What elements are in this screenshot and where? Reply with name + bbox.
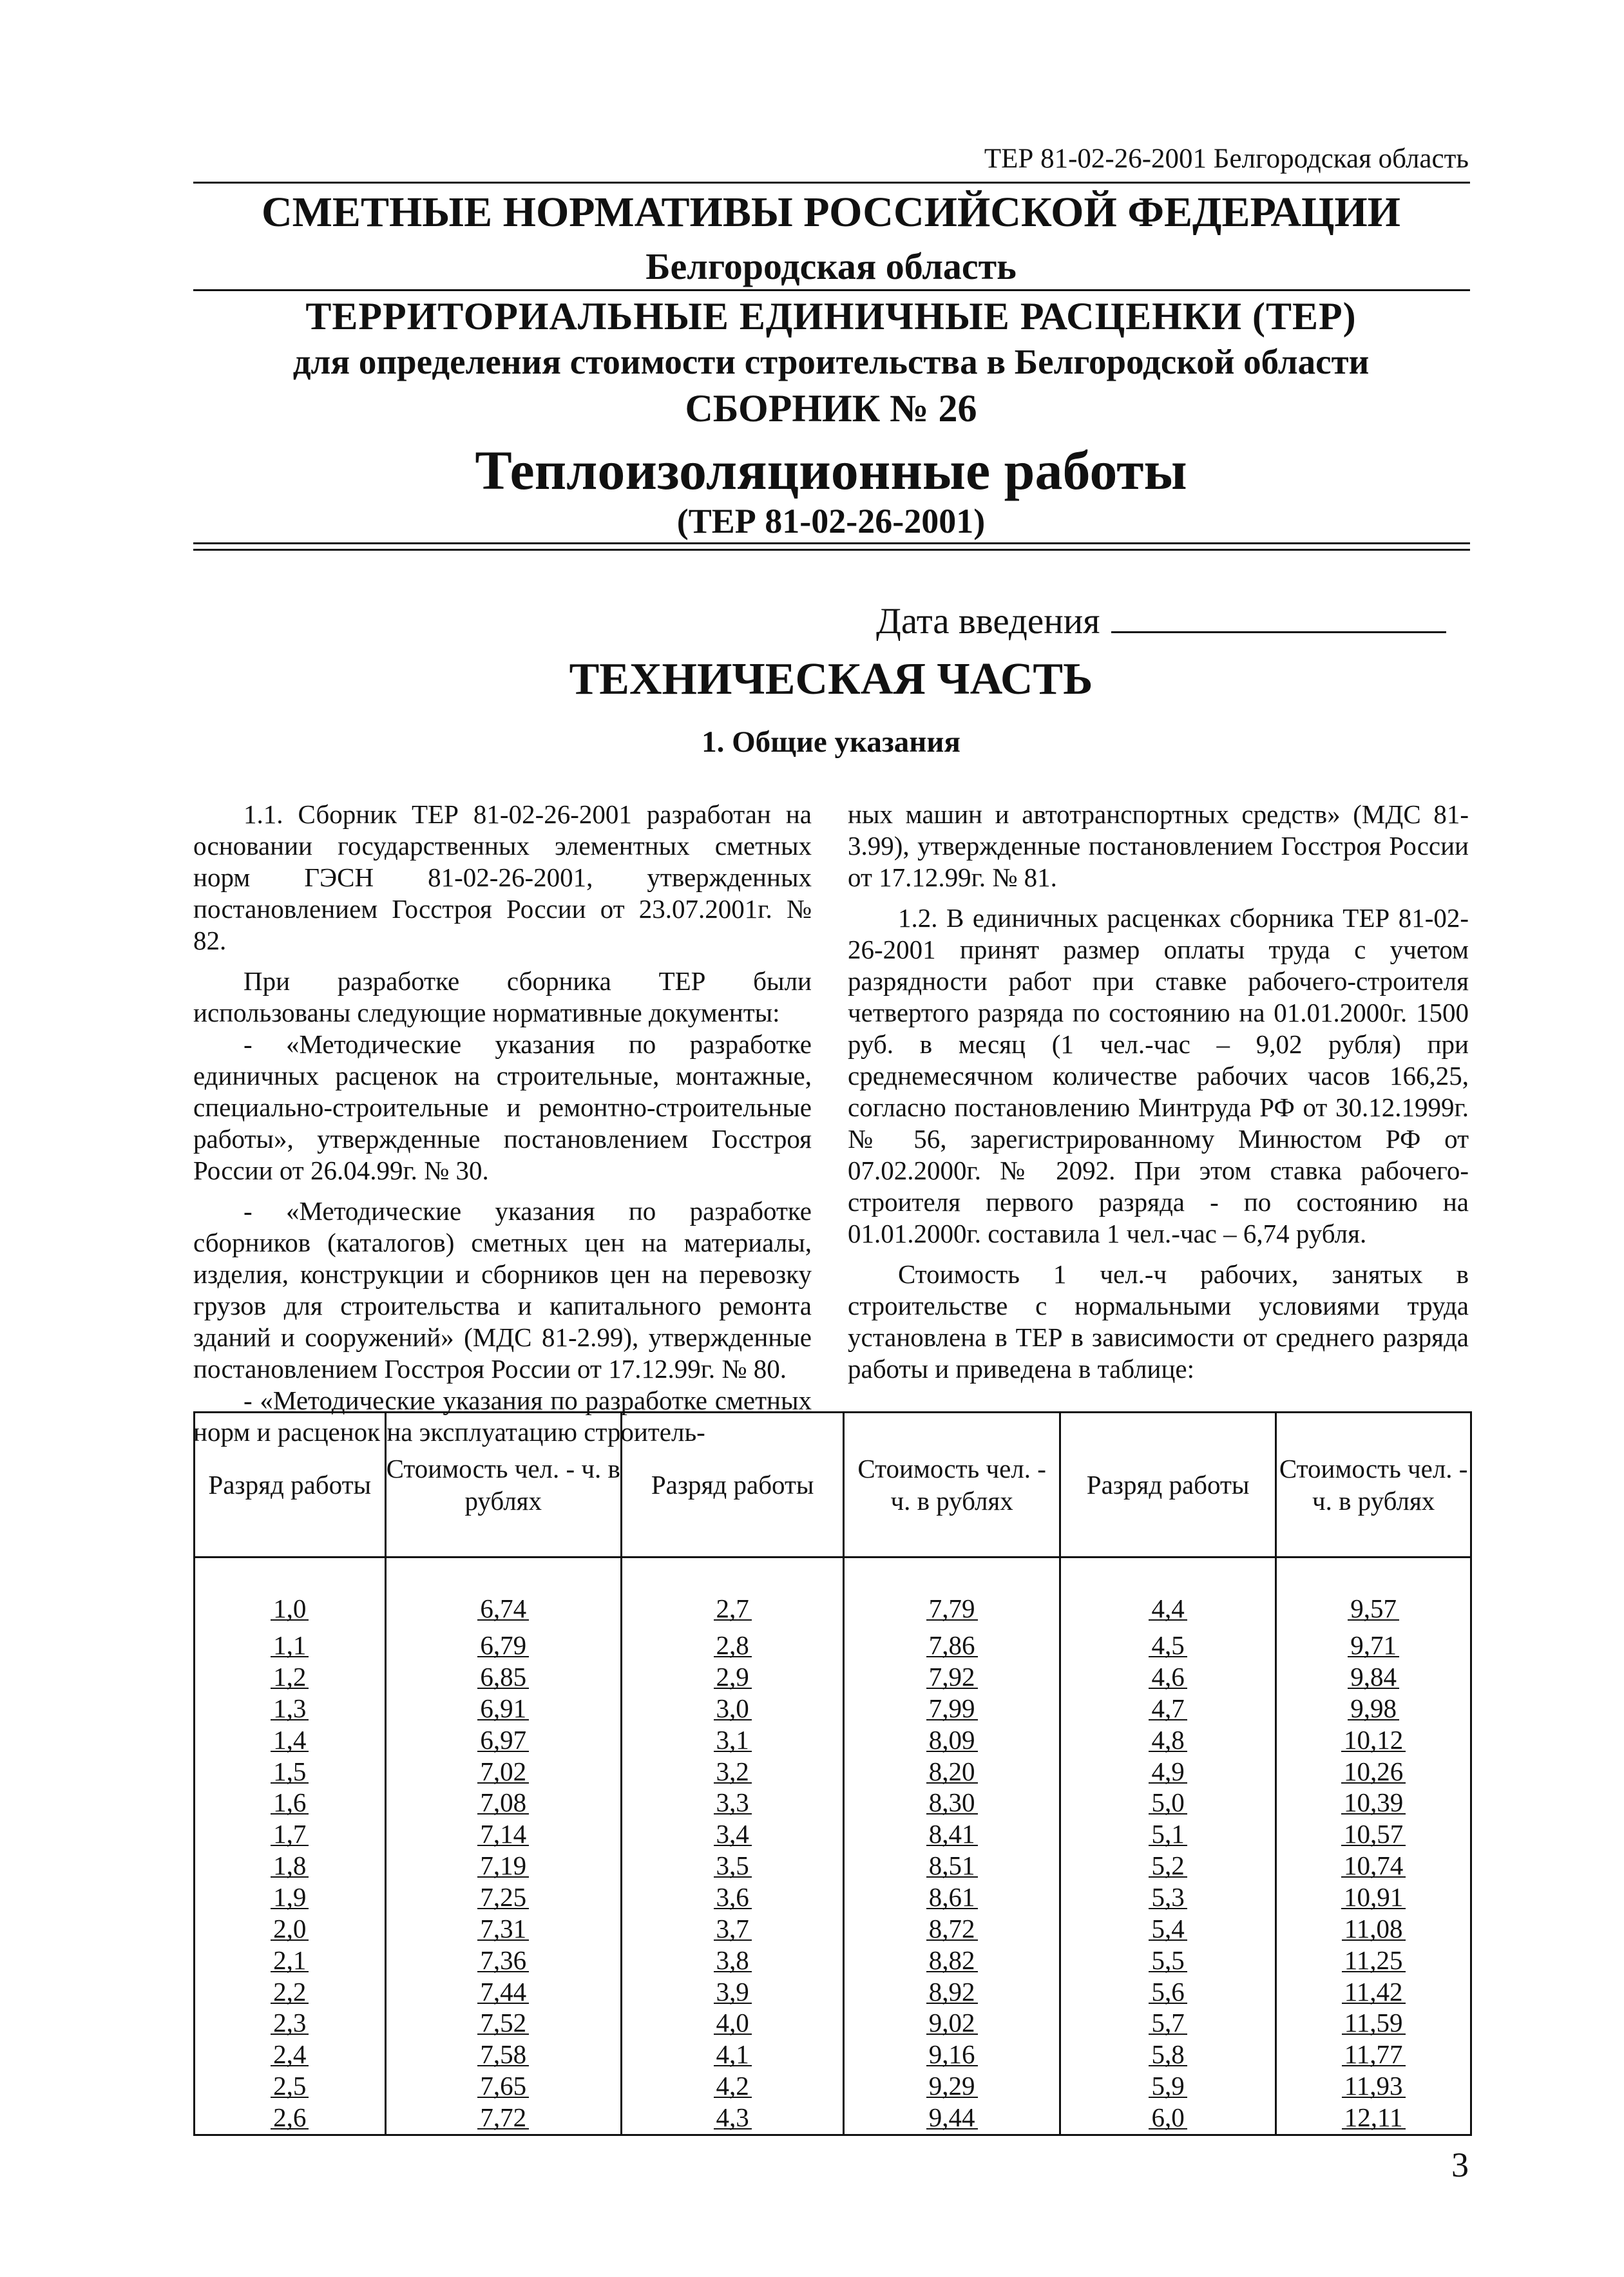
- title-double-rule-bottom: [193, 549, 1470, 551]
- cost-cell: [1276, 2071, 1471, 2102]
- date-blank-line: [1111, 599, 1446, 633]
- cost-cell: [1276, 1630, 1471, 1662]
- heading-main: СМЕТНЫЕ НОРМАТИВЫ РОССИЙСКОЙ ФЕДЕРАЦИИ: [261, 189, 1401, 236]
- cell-value: 10,26: [1341, 1760, 1406, 1784]
- cell-value: 5,1: [1149, 1823, 1187, 1846]
- cost-cell: [385, 1662, 621, 1693]
- cell-value: 9,29: [926, 2075, 978, 2098]
- grade-cell: [195, 2071, 386, 2102]
- cell-value: 6,97: [477, 1729, 529, 1752]
- cost-cell: [844, 1630, 1060, 1662]
- grade-cell: [1060, 2039, 1275, 2071]
- cell-value: 4,9: [1149, 1760, 1187, 1784]
- cost-cell: [1276, 1724, 1471, 1756]
- cost-cell: [385, 2102, 621, 2135]
- list-item: - «Методические указания по разработке единичных расценок на строительные, монтажные, специально-строительные и ремонтно-строительные работы», утвержденные постановлением Госстроя России от 26.04.99г. № 30.: [193, 1029, 812, 1185]
- header-cost: Стоимость чел. - ч. в рублях: [385, 1413, 621, 1558]
- cost-cell: [385, 1945, 621, 1976]
- cell-value: 7,79: [926, 1597, 978, 1621]
- cell-value: 3,2: [714, 1760, 752, 1784]
- table-row: [195, 1693, 1471, 1724]
- cell-value: 7,08: [477, 1791, 529, 1815]
- cell-value: 1,1: [271, 1634, 309, 1657]
- table-row: [195, 1945, 1471, 1976]
- cost-cell: [844, 1787, 1060, 1819]
- grade-cell: [195, 1693, 386, 1724]
- cost-cell: [844, 2071, 1060, 2102]
- cell-value: 5,5: [1149, 1949, 1187, 1972]
- cost-cell: [844, 1976, 1060, 2008]
- cell-value: 8,92: [926, 1981, 978, 2004]
- cell-value: 4,4: [1149, 1597, 1187, 1621]
- cell-value: 2,7: [714, 1597, 752, 1621]
- grade-cell: [195, 1756, 386, 1787]
- grade-cell: [1060, 2102, 1275, 2135]
- cost-cell: [1276, 2102, 1471, 2135]
- table-row: [195, 1819, 1471, 1851]
- table-row: [195, 1787, 1471, 1819]
- cell-value: 3,8: [714, 1949, 752, 1972]
- grade-cell: [621, 1976, 843, 2008]
- cost-cell: [844, 1882, 1060, 1914]
- table-row: [195, 2008, 1471, 2039]
- cost-cell: [385, 1630, 621, 1662]
- cost-cell: [844, 1724, 1060, 1756]
- cell-value: 5,2: [1149, 1854, 1187, 1878]
- cell-value: 11,42: [1342, 1981, 1406, 2004]
- cost-cell: [385, 2071, 621, 2102]
- cell-value: 6,91: [477, 1697, 529, 1720]
- heading-region: Белгородская область: [645, 245, 1017, 287]
- cell-value: 9,71: [1348, 1634, 1399, 1657]
- cell-value: 5,9: [1149, 2075, 1187, 2098]
- cell-value: 3,6: [714, 1886, 752, 1909]
- cell-value: 4,6: [1149, 1666, 1187, 1689]
- cell-value: 2,1: [271, 1949, 309, 1972]
- cell-value: 7,31: [477, 1918, 529, 1941]
- grade-cell: [195, 1976, 386, 2008]
- grade-cell: [1060, 1724, 1275, 1756]
- cell-value: 11,93: [1342, 2075, 1406, 2098]
- grade-cell: [1060, 1913, 1275, 1945]
- cell-value: 11,08: [1342, 1918, 1406, 1941]
- cell-value: 3,7: [714, 1918, 752, 1941]
- cell-value: 7,36: [477, 1949, 529, 1972]
- cell-value: 12,11: [1342, 2106, 1406, 2129]
- cost-cell: [1276, 1851, 1471, 1882]
- cost-cell: [1276, 1819, 1471, 1851]
- grade-cell: [621, 2071, 843, 2102]
- cell-value: 8,61: [926, 1886, 978, 1909]
- cost-cell: [385, 1693, 621, 1724]
- right-column: [848, 799, 1469, 1385]
- cost-cell: [1276, 1976, 1471, 2008]
- cell-value: 7,65: [477, 2075, 529, 2098]
- grade-cell: [1060, 2008, 1275, 2039]
- cost-cell: [844, 1851, 1060, 1882]
- cell-value: 2,6: [271, 2106, 309, 2129]
- list-item: - «Методические указания по разработке сметных норм и расценок на эксплуатацию строитель-: [193, 1386, 812, 1447]
- cell-value: 7,72: [477, 2106, 529, 2129]
- cell-value: 6,74: [477, 1597, 529, 1621]
- cost-cell: [1276, 1662, 1471, 1693]
- table-header-row: [195, 1413, 1471, 1558]
- cell-value: 4,2: [714, 2075, 752, 2098]
- cell-value: 4,1: [714, 2043, 752, 2066]
- cell-value: 9,44: [926, 2106, 978, 2129]
- cost-cell: [385, 1913, 621, 1945]
- cost-cell: [1276, 1913, 1471, 1945]
- grade-cell: [621, 1851, 843, 1882]
- cost-cell: [844, 2008, 1060, 2039]
- grade-cell: [1060, 1693, 1275, 1724]
- cost-cell: [385, 1756, 621, 1787]
- grade-cell: [195, 2008, 386, 2039]
- grade-cell: [621, 1630, 843, 1662]
- cell-value: 6,79: [477, 1634, 529, 1657]
- cost-cell: [385, 2008, 621, 2039]
- cost-cell: [844, 1913, 1060, 1945]
- header-grade: Разряд работы: [1060, 1413, 1275, 1558]
- cell-value: 10,57: [1341, 1823, 1406, 1846]
- grade-cell: [195, 1787, 386, 1819]
- list-item: - «Методические указания по разработке сборников (каталогов) сметных цен на материалы, изделия, конструкции и сборников цен на перевозку грузов для строительства и капитального ремонта зданий и сооружений» (МДС 81-2.99), утвержденные постановлением Госстроя России от 17.12.99г. № 80.: [193, 1196, 812, 1384]
- cost-cell: [844, 1662, 1060, 1693]
- cell-value: 3,9: [714, 1981, 752, 2004]
- table-row: [195, 1558, 1471, 1630]
- cell-value: 1,9: [271, 1886, 309, 1909]
- grade-cell: [1060, 2071, 1275, 2102]
- cell-value: 7,86: [926, 1634, 978, 1657]
- subsection-title: 1. Общие указания: [702, 725, 960, 759]
- paragraph: 1.2. В единичных расценках сборника ТЕР 81-02-26-2001 принят размер оплаты труда с учетом разрядности работ при ставке рабочего-строителя четвертого разряда по состоянию на 01.01.2000г. 1500 руб. в месяц (1 чел.-час – 9,02 рубля) при среднемесячном количестве рабочих часов 166,25, согласно постановлению Минтруда РФ от 30.12.1999г. № 56, зарегистрированному Минюстом РФ от 07.02.2000г. № 2092. При этом ставка рабочего-строителя первого разряда - по состоянию на 01.01.2000г. составила 1 чел.-час – 6,74 рубля.: [848, 903, 1469, 1248]
- table-row: [195, 1630, 1471, 1662]
- cost-cell: [1276, 1558, 1471, 1630]
- cell-value: 1,6: [271, 1791, 309, 1815]
- cell-value: 7,19: [477, 1854, 529, 1878]
- table-row: [195, 1882, 1471, 1914]
- cell-value: 9,16: [926, 2043, 978, 2066]
- paragraph: ных машин и автотранспортных средств» (МДС 81-3.99), утвержденные постановлением Госстроя России от 17.12.99г. № 81.: [848, 799, 1469, 892]
- table-row: [195, 1976, 1471, 2008]
- cell-value: 7,99: [926, 1697, 978, 1720]
- header-grade: Разряд работы: [621, 1413, 843, 1558]
- cell-value: 2,3: [271, 2012, 309, 2035]
- cell-value: 11,77: [1342, 2043, 1406, 2066]
- cost-cell: [844, 1558, 1060, 1630]
- table-row: [195, 1913, 1471, 1945]
- cell-value: 10,12: [1341, 1729, 1406, 1752]
- cost-cell: [1276, 2039, 1471, 2071]
- cost-cell: [385, 2039, 621, 2071]
- grade-cell: [1060, 1851, 1275, 1882]
- cost-cell: [844, 2102, 1060, 2135]
- grade-cell: [195, 1662, 386, 1693]
- cell-value: 5,0: [1149, 1791, 1187, 1815]
- table-row: [195, 1662, 1471, 1693]
- region-rule: [193, 289, 1470, 291]
- cell-value: 5,6: [1149, 1981, 1187, 2004]
- page-number: 3: [1451, 2146, 1469, 2184]
- table-row: [195, 2071, 1471, 2102]
- grade-cell: [1060, 1819, 1275, 1851]
- grade-cell: [1060, 1756, 1275, 1787]
- cost-cell: [385, 1851, 621, 1882]
- grade-cell: [195, 1882, 386, 1914]
- cell-value: 3,4: [714, 1823, 752, 1846]
- grade-cell: [621, 2102, 843, 2135]
- cell-value: 3,5: [714, 1854, 752, 1878]
- cell-value: 8,72: [926, 1918, 978, 1941]
- cell-value: 2,4: [271, 2043, 309, 2066]
- cost-cell: [385, 1976, 621, 2008]
- cost-cell: [385, 1724, 621, 1756]
- cell-value: 1,0: [271, 1597, 309, 1621]
- cell-value: 7,44: [477, 1981, 529, 2004]
- cost-cell: [385, 1558, 621, 1630]
- cell-value: 7,92: [926, 1666, 978, 1689]
- cell-value: 10,39: [1341, 1791, 1406, 1815]
- cell-value: 10,74: [1341, 1854, 1406, 1878]
- grade-cell: [195, 1851, 386, 1882]
- heading-collection: СБОРНИК № 26: [685, 387, 977, 430]
- date-of-introduction: [876, 599, 1456, 642]
- grade-cell: [195, 2039, 386, 2071]
- grade-cell: [195, 1630, 386, 1662]
- cell-value: 9,84: [1348, 1666, 1399, 1689]
- cost-cell: [385, 1787, 621, 1819]
- cell-value: 9,02: [926, 2012, 978, 2035]
- grade-cell: [621, 1787, 843, 1819]
- cell-value: 8,30: [926, 1791, 978, 1815]
- cell-value: 2,2: [271, 1981, 309, 2004]
- table-row: [195, 1756, 1471, 1787]
- cost-cell: [844, 1945, 1060, 1976]
- cell-value: 3,1: [714, 1729, 752, 1752]
- cell-value: 8,51: [926, 1854, 978, 1878]
- grade-cell: [621, 2008, 843, 2039]
- cell-value: 2,8: [714, 1634, 752, 1657]
- header-rule: [193, 182, 1470, 184]
- cell-value: 1,8: [271, 1854, 309, 1878]
- running-header: ТЕР 81-02-26-2001 Белгородская область: [984, 144, 1469, 174]
- document-code: (ТЕР 81-02-26-2001): [676, 502, 986, 540]
- cell-value: 7,02: [477, 1760, 529, 1784]
- cell-value: 7,25: [477, 1886, 529, 1909]
- cell-value: 5,8: [1149, 2043, 1187, 2066]
- grade-cell: [195, 1819, 386, 1851]
- cell-value: 1,4: [271, 1729, 309, 1752]
- cost-cell: [385, 1882, 621, 1914]
- grade-cell: [621, 1693, 843, 1724]
- cell-value: 3,3: [714, 1791, 752, 1815]
- heading-purpose: для определения стоимости строительства в Белгородской области: [292, 342, 1370, 381]
- header-cost: Стоимость чел. - ч. в рублях: [844, 1413, 1060, 1558]
- cell-value: 8,20: [926, 1760, 978, 1784]
- cell-value: 4,5: [1149, 1634, 1187, 1657]
- cell-value: 8,82: [926, 1949, 978, 1972]
- cell-value: 5,7: [1149, 2012, 1187, 2035]
- grade-cell: [195, 2102, 386, 2135]
- table-row: [195, 2102, 1471, 2135]
- paragraph: При разработке сборника ТЕР были использованы следующие нормативные документы:: [193, 966, 812, 1027]
- cost-cell: [385, 1819, 621, 1851]
- cell-value: 4,8: [1149, 1729, 1187, 1752]
- grade-cell: [621, 1913, 843, 1945]
- grade-cell: [195, 1724, 386, 1756]
- heading-ter: ТЕРРИТОРИАЛЬНЫЕ ЕДИНИЧНЫЕ РАСЦЕНКИ (ТЕР): [305, 295, 1357, 338]
- grade-cell: [621, 1756, 843, 1787]
- paragraph: Стоимость 1 чел.-ч рабочих, занятых в строительстве с нормальными условиями труда установлена в ТЕР в зависимости от среднего разряда работы и приведена в таблице:: [848, 1259, 1469, 1384]
- cell-value: 1,5: [271, 1760, 309, 1784]
- grade-cell: [1060, 1787, 1275, 1819]
- date-label: Дата введения: [876, 601, 1100, 642]
- header-grade: Разряд работы: [195, 1413, 386, 1558]
- table-row: [195, 1724, 1471, 1756]
- cell-value: 1,7: [271, 1823, 309, 1846]
- cost-cell: [1276, 1787, 1471, 1819]
- grade-cell: [621, 1819, 843, 1851]
- cell-value: 9,57: [1348, 1597, 1399, 1621]
- cell-value: 7,14: [477, 1823, 529, 1846]
- grade-cell: [621, 1558, 843, 1630]
- cost-cell: [1276, 2008, 1471, 2039]
- cell-value: 4,0: [714, 2012, 752, 2035]
- grade-cell: [621, 1882, 843, 1914]
- cost-cell: [1276, 1693, 1471, 1724]
- grade-cell: [195, 1945, 386, 1976]
- cell-value: 9,98: [1348, 1697, 1399, 1720]
- grade-cell: [195, 1913, 386, 1945]
- cell-value: 4,7: [1149, 1697, 1187, 1720]
- cell-value: 6,85: [477, 1666, 529, 1689]
- cost-cell: [1276, 1945, 1471, 1976]
- cell-value: 11,25: [1342, 1949, 1406, 1972]
- cell-value: 7,52: [477, 2012, 529, 2035]
- header-cost: Стоимость чел. - ч. в рублях: [1276, 1413, 1471, 1558]
- cost-cell: [1276, 1882, 1471, 1914]
- grade-cell: [621, 1945, 843, 1976]
- cell-value: 8,09: [926, 1729, 978, 1752]
- table-row: [195, 2039, 1471, 2071]
- grade-cell: [1060, 1662, 1275, 1693]
- grade-cell: [621, 2039, 843, 2071]
- cost-cell: [844, 1756, 1060, 1787]
- cell-value: 1,3: [271, 1697, 309, 1720]
- cost-cell: [1276, 1756, 1471, 1787]
- cell-value: 5,4: [1149, 1918, 1187, 1941]
- grade-cell: [1060, 1945, 1275, 1976]
- cost-cell: [844, 1693, 1060, 1724]
- grade-cell: [621, 1724, 843, 1756]
- cell-value: 5,3: [1149, 1886, 1187, 1909]
- cell-value: 10,91: [1341, 1886, 1406, 1909]
- cell-value: 11,59: [1342, 2012, 1406, 2035]
- grade-cell: [1060, 1558, 1275, 1630]
- grade-cell: [1060, 1976, 1275, 2008]
- grade-cell: [621, 1662, 843, 1693]
- cell-value: 4,3: [714, 2106, 752, 2129]
- cost-cell: [844, 1819, 1060, 1851]
- labor-cost-table: [193, 1411, 1472, 2136]
- cell-value: 2,9: [714, 1666, 752, 1689]
- document-title: Теплоизоляционные работы: [475, 439, 1187, 501]
- cell-value: 6,0: [1149, 2106, 1187, 2129]
- cell-value: 1,2: [271, 1666, 309, 1689]
- cell-value: 2,5: [271, 2075, 309, 2098]
- left-column: [193, 799, 812, 1448]
- grade-cell: [1060, 1882, 1275, 1914]
- title-double-rule-top: [193, 542, 1470, 544]
- cell-value: 2,0: [271, 1918, 309, 1941]
- cost-cell: [844, 2039, 1060, 2071]
- grade-cell: [195, 1558, 386, 1630]
- section-title: ТЕХНИЧЕСКАЯ ЧАСТЬ: [569, 654, 1093, 704]
- cell-value: 3,0: [714, 1697, 752, 1720]
- cell-value: 7,58: [477, 2043, 529, 2066]
- grade-cell: [1060, 1630, 1275, 1662]
- table-row: [195, 1851, 1471, 1882]
- paragraph: 1.1. Сборник ТЕР 81-02-26-2001 разработан на основании государственных элементных сметных норм ГЭСН 81-02-26-2001, утвержденных постановлением Госстроя России от 23.07.2001г. № 82.: [193, 799, 812, 955]
- cell-value: 8,41: [926, 1823, 978, 1846]
